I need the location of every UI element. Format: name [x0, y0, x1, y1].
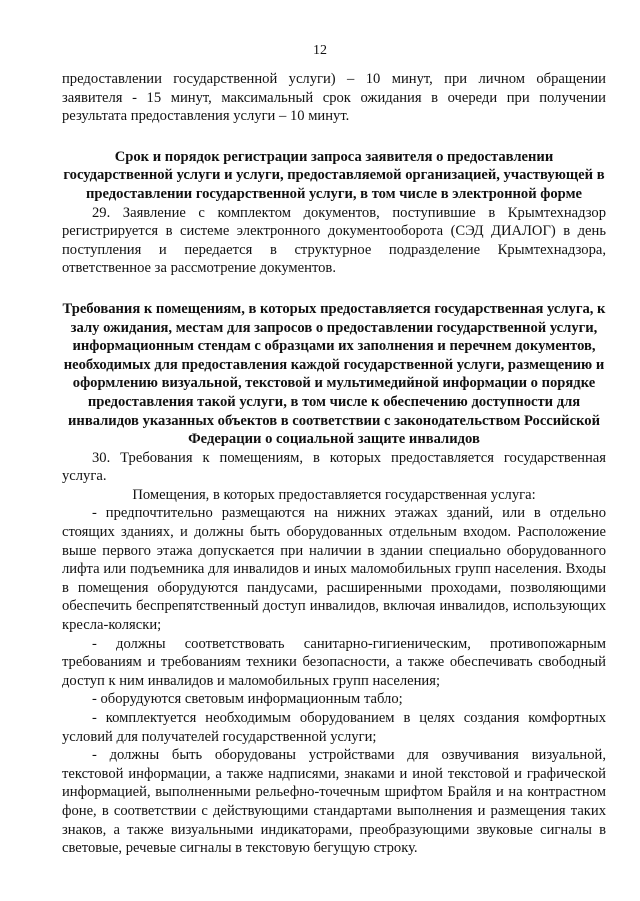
- list-item-location: - предпочтительно размещаются на нижних этажах зданий, или в отдельно стоящих зданиях, и должны быть оборудованных отдельным входом. Расположение выше первого этажа допускается при наличии в здании специально оборудованного лифта или подъемника для инвалидов и иных маломобильных групп населения. Входы в помещения оборудуются пандусами, расширенными проходами, позволяющими обеспечить беспрепятственный доступ инвалидов, включая инвалидов, использующих кресла-коляски;: [62, 505, 606, 634]
- page-number: 12: [313, 43, 327, 58]
- list-item-sanitary: - должны соответствовать санитарно-гигиеническим, противопожарным требованиям и требованиям техники безопасности, а также обеспечивать свободный доступ к ним инвалидов и маломобильных групп населения;: [62, 635, 606, 689]
- document-body: [62, 70, 606, 858]
- paragraph-intro: предоставлении государственной услуги) – 10 минут, при личном обращении заявителя - 15 минут, максимальный срок ожидания в очереди при получении результата предоставления услуги – 10 минут.: [62, 71, 606, 125]
- paragraph-premises-intro: Помещения, в которых предоставляется государственная услуга:: [132, 486, 536, 503]
- section-heading-premises-requirements: Требования к помещениям, в которых предоставляется государственная услуга, к залу ожидания, местам для запросов о предоставлении государственной услуги, информационным стендам с образцами их заполнения и перечнем документов, необходимых для предоставления каждой государственной услуги, размещению и оформлению визуальной, текстовой и мультимедийной информации о порядке предоставления такой услуги, в том числе к обеспечению доступности для инвалидов указанных объектов в соответствии с законодательством Российской Федерации о социальной защите инвалидов: [62, 300, 606, 448]
- list-item-light-board: - оборудуются световым информационным табло;: [92, 691, 403, 708]
- list-item-equipment: - комплектуется необходимым оборудованием в целях создания комфортных условий для получателей государственной услуги;: [62, 710, 606, 745]
- paragraph-30: 30. Требования к помещениям, в которых предоставляется государственная услуга.: [62, 449, 606, 485]
- list-item-accessibility-devices: - должны быть оборудованы устройствами для озвучивания визуальной, текстовой информации, а также надписями, знаками и иной текстовой и графической информацией, выполненными рельефно-точечным шрифтом Брайля и на контрастном фоне, в соответствии с действующими стандартами выполнения и размещения таких знаков, а также визуальными индикаторами, преобразующими звуковые сигналы в световые, речевые сигналы в текстовую бегущую строку.: [62, 747, 606, 857]
- paragraph-29: 29. Заявление с комплектом документов, поступившие в Крымтехнадзор регистрируется в системе электронного документооборота (СЭД ДИАЛОГ) в день поступления и передается в структурное подразделение Крымтехнадзора, ответственное за рассмотрение документов.: [62, 204, 606, 277]
- section-heading-registration: Срок и порядок регистрации запроса заявителя о предоставлении государственной услуги и услуги, предоставляемой организацией, участвующей в предоставлении государственной услуги, в том числе в электронной форме: [63, 148, 605, 202]
